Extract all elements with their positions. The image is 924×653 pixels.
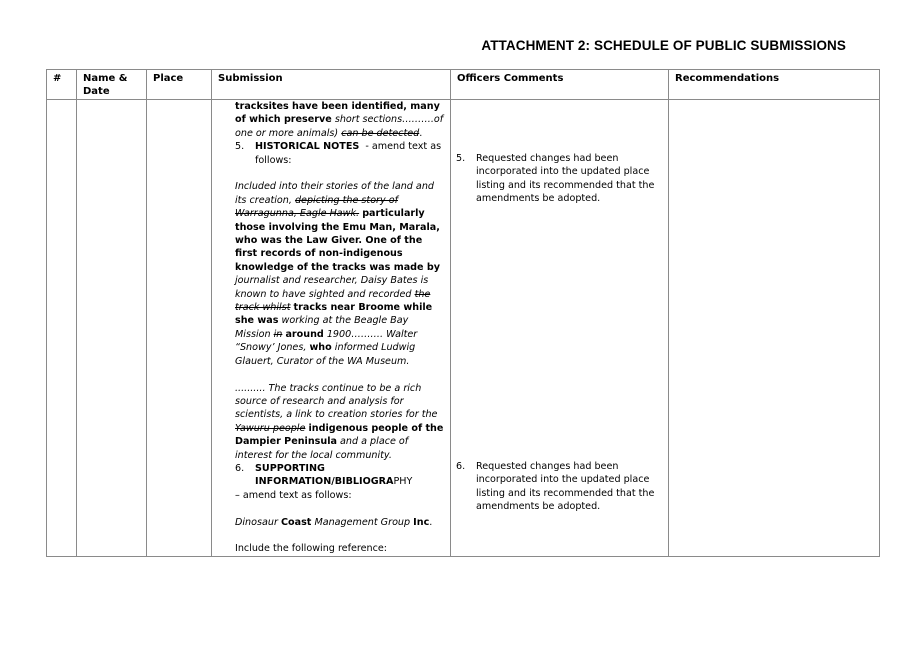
col-header-place: Place — [147, 70, 212, 100]
submission-paragraph-1: Included into their stories of the land and its creation, depicting the story of Warragunna, Eagle Hawk. particularly those involving the Emu Man, Marala, who was the Law Giver. One of the first records of non-indigenous knowledge of the tracks was made by journalist and researcher, Daisy Bates is known to have sighted and recorded the track whilst tracks near Broome while she was working at the Beagle Bay Mission in around 1900………. Walter “Snowy’ Jones, who informed Ludwig Glauert, Curator of the WA Museum. — [235, 181, 441, 367]
submission-paragraph-4: Include the following reference: — [235, 543, 387, 555]
col-header-number: # — [47, 70, 77, 100]
col-header-officers-comments: Officers Comments — [451, 70, 669, 100]
page-title: ATTACHMENT 2: SCHEDULE OF PUBLIC SUBMISSIONS — [481, 38, 846, 53]
cell-name-date — [77, 100, 147, 557]
submission-item-6: 6. SUPPORTING INFORMATION/BIBLIOGRAPHY — [235, 462, 413, 488]
cell-recommendations — [669, 100, 880, 557]
col-header-submission: Submission — [212, 70, 451, 100]
submission-paragraph-3: Dinosaur Coast Management Group Inc. — [235, 516, 433, 528]
col-header-recommendations: Recommendations — [669, 70, 880, 100]
officer-comment-6: 6. Requested changes had been incorporated into the updated place listing and its recommended that the amendments be adopted. — [456, 461, 655, 513]
table-header-row — [47, 70, 880, 100]
officer-comment-5: 5. Requested changes had been incorporated into the updated place listing and its recommended that the amendments be adopted. — [456, 153, 655, 205]
submission-item-5: 5. HISTORICAL NOTES - amend text as follows: — [235, 141, 442, 166]
submission-intro: tracksites have been identified, many of which preserve short sections……….of one or more animals) can be detected. — [235, 101, 444, 139]
cell-number — [47, 100, 77, 557]
cell-submission — [212, 100, 451, 557]
cell-place — [147, 100, 212, 557]
submission-paragraph-2: .......... The tracks continue to be a rich source of research and analysis for scientists, a link to creation stories for the Yawuru people indigenous people of the Dampier Peninsula and a place of interest for the local community. — [235, 382, 444, 461]
col-header-name-date: Name & Date — [77, 70, 147, 100]
submission-item-6-instruction: – amend text as follows: — [235, 489, 352, 501]
